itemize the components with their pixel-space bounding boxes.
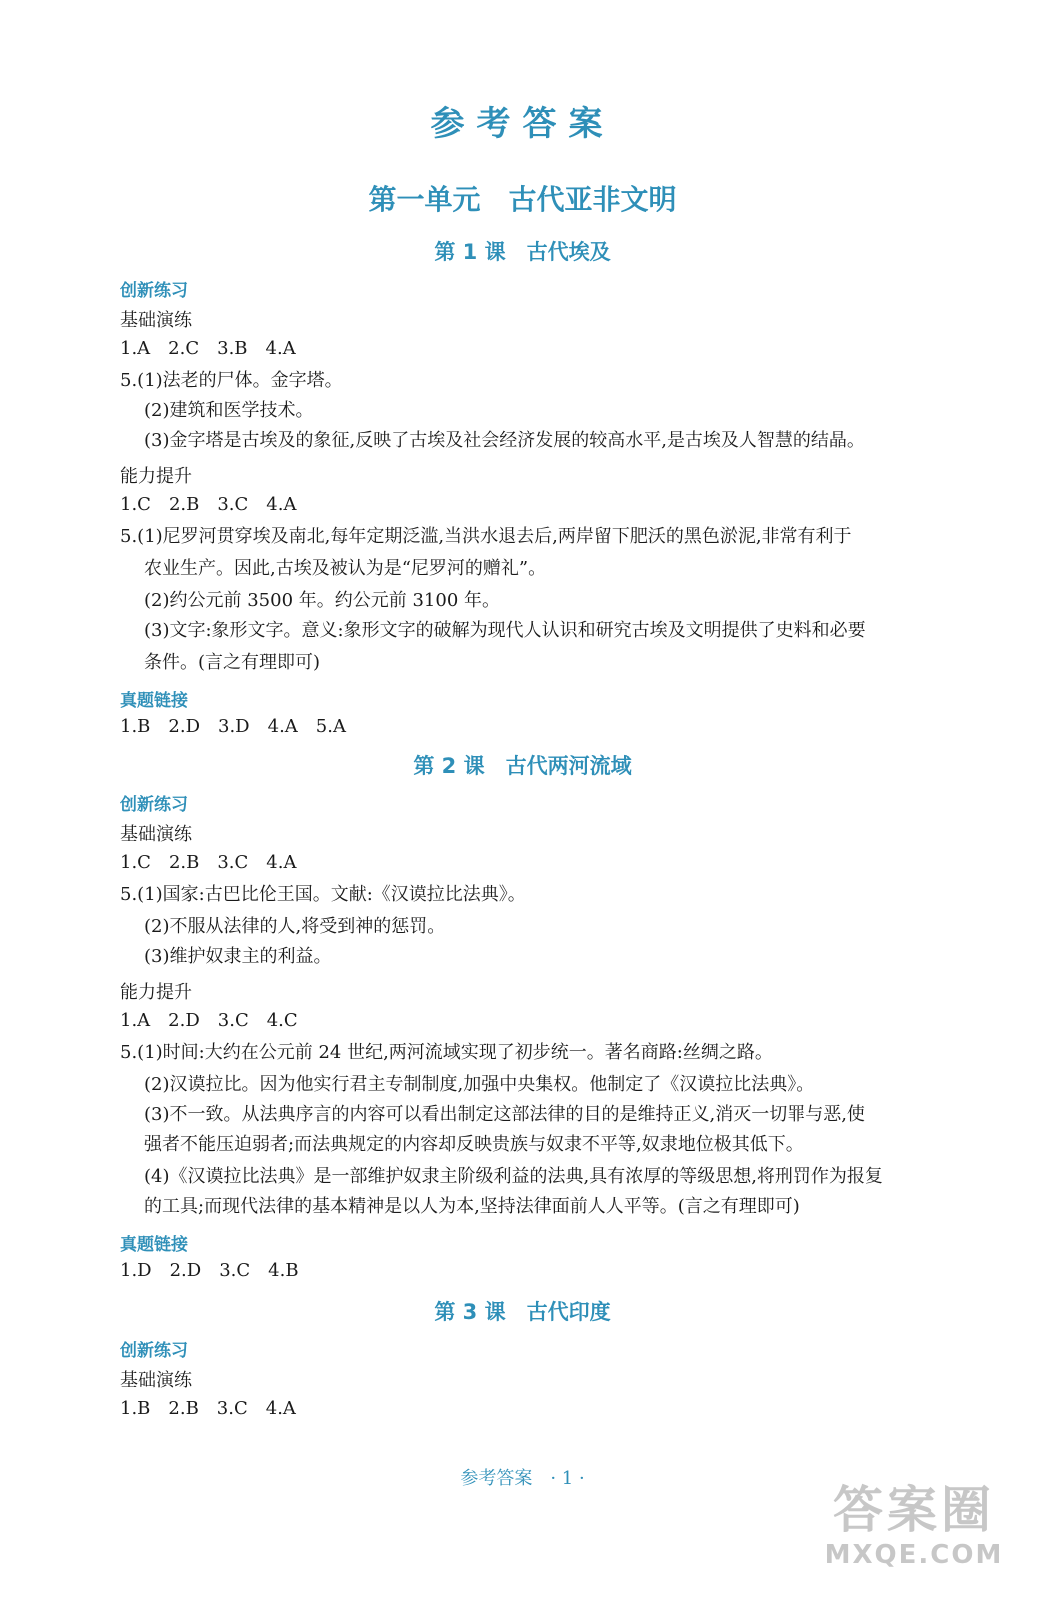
answer-line: 1.A 2.D 3.C 4.C: [120, 1010, 298, 1031]
answer-line: 条件。(言之有理即可): [144, 652, 321, 673]
section-heading: 创新练习: [120, 281, 188, 301]
answer-line: 1.B 2.B 3.C 4.A: [120, 1398, 296, 1419]
answer-line: 强者不能压迫弱者;而法典规定的内容却反映贵族与奴隶不平等,奴隶地位极其低下。: [144, 1134, 804, 1155]
section-heading: 真题链接: [120, 691, 188, 711]
page-footer: 参考答案 · 1 ·: [460, 1468, 585, 1489]
section-heading: 真题链接: [120, 1235, 188, 1255]
answer-line: (2)汉谟拉比。因为他实行君主专制制度,加强中央集权。他制定了《汉谟拉比法典》。: [144, 1074, 815, 1095]
section-heading: 创新练习: [120, 1341, 188, 1361]
answer-line: 1.D 2.D 3.C 4.B: [120, 1260, 299, 1281]
subsection-label: 基础演练: [120, 1370, 192, 1391]
subsection-label: 能力提升: [120, 466, 192, 487]
watermark-text: 答案圈: [833, 1481, 995, 1539]
unit-title: 第一单元 古代亚非文明: [368, 183, 677, 216]
answer-line: (3)不一致。从法典序言的内容可以看出制定这部法律的目的是维持正义,消灭一切罪与恶,使: [144, 1104, 865, 1125]
section-heading: 创新练习: [120, 795, 188, 815]
answer-line: 农业生产。因此,古埃及被认为是“尼罗河的赠礼”。: [144, 558, 547, 579]
answer-line: 1.A 2.C 3.B 4.A: [120, 338, 296, 359]
answer-line: 5.(1)时间:大约在公元前 24 世纪,两河流域实现了初步统一。著名商路:丝绸之路。: [120, 1042, 773, 1063]
answer-line: 5.(1)尼罗河贯穿埃及南北,每年定期泛滥,当洪水退去后,两岸留下肥沃的黑色淤泥,非常有利于: [120, 526, 852, 547]
lesson-title: 第 2 课 古代两河流域: [413, 754, 632, 778]
answer-line: 5.(1)法老的尸体。金字塔。: [120, 370, 343, 391]
answer-line: (3)文字:象形文字。意义:象形文字的破解为现代人认识和研究古埃及文明提供了史料和必要: [144, 620, 866, 641]
page-title: 参考答案: [430, 104, 615, 144]
answer-line: (3)金字塔是古埃及的象征,反映了古埃及社会经济发展的较高水平,是古埃及人智慧的结晶。: [144, 430, 865, 451]
subsection-label: 基础演练: [120, 310, 192, 331]
answer-line: 的工具;而现代法律的基本精神是以人为本,坚持法律面前人人平等。(言之有理即可): [144, 1196, 800, 1217]
answer-line: (3)维护奴隶主的利益。: [144, 946, 332, 967]
answer-line: (4)《汉谟拉比法典》是一部维护奴隶主阶级利益的法典,具有浓厚的等级思想,将刑罚作为报复: [144, 1166, 883, 1187]
lesson-title: 第 3 课 古代印度: [434, 1300, 611, 1324]
lesson-title: 第 1 课 古代埃及: [434, 240, 611, 264]
answer-line: (2)不服从法律的人,将受到神的惩罚。: [144, 916, 446, 937]
answer-line: 1.C 2.B 3.C 4.A: [120, 852, 297, 873]
answer-line: (2)建筑和医学技术。: [144, 400, 314, 421]
watermark-domain: MXQE.COM: [824, 1540, 1004, 1570]
answer-line: 5.(1)国家:古巴比伦王国。文献:《汉谟拉比法典》。: [120, 884, 526, 905]
answer-line: 1.B 2.D 3.D 4.A 5.A: [120, 716, 346, 737]
answer-line: (2)约公元前 3500 年。约公元前 3100 年。: [144, 590, 500, 611]
subsection-label: 基础演练: [120, 824, 192, 845]
subsection-label: 能力提升: [120, 982, 192, 1003]
answer-line: 1.C 2.B 3.C 4.A: [120, 494, 297, 515]
watermark-logo: [809, 1480, 1019, 1576]
